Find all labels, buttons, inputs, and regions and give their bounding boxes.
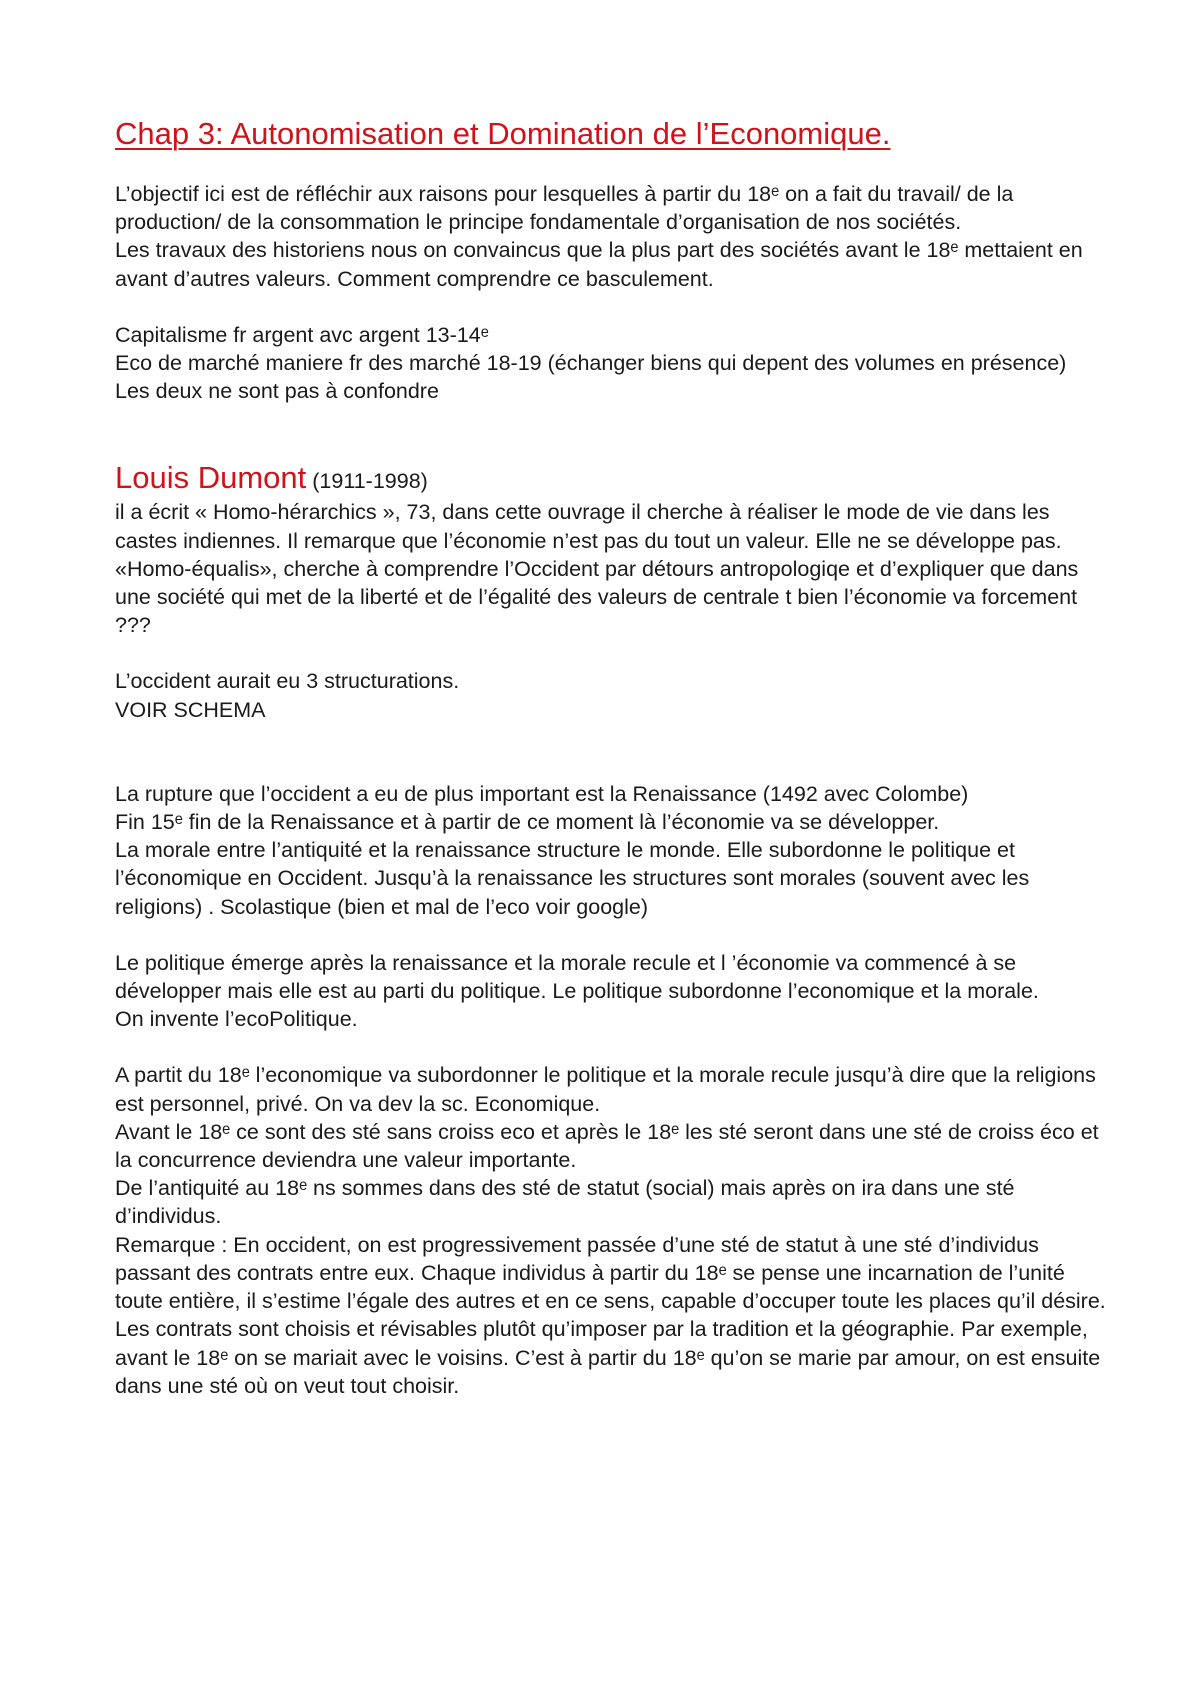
eighteenth-paragraph: A partit du 18ᵉ l’economique va subordonner le politique et la morale recule jusqu’à dire que la religions est personnel, privé. On va dev la sc. Economique. <box>115 1063 1096 1116</box>
renaissance-paragraph: La rupture que l’occident a eu de plus important est la Renaissance (1492 avec Colombe) <box>115 781 969 806</box>
definition-line: Eco de marché maniere fr des marché 18-19 (échanger biens qui depent des volumes en présence) <box>115 351 1067 376</box>
document-body <box>115 180 1110 1400</box>
definition-line: Les deux ne sont pas à confondre <box>115 379 439 404</box>
structurations-line: L’occident aurait eu 3 structurations. <box>115 669 460 694</box>
renaissance-paragraph: Fin 15ᵉ fin de la Renaissance et à partir de ce moment là l’économie va se développer. <box>115 810 940 835</box>
dumont-paragraph: «Homo-équalis», cherche à comprendre l’Occident par détours antropologiqe et d’expliquer que dans une société qui met de la liberté et de l’égalité des valeurs de centrale t bien l’économie va forcement ??? <box>115 556 1079 638</box>
definition-line: Capitalisme fr argent avc argent 13-14ᵉ <box>115 322 489 347</box>
eighteenth-paragraph: Les contrats sont choisis et révisables plutôt qu’imposer par la tradition et la géographie. Par exemple, avant le 18ᵉ on se mariait avec le voisins. C’est à partir du 18ᵉ qu’on se marie par amour, on est ensuite dans une sté où on veut tout choisir. <box>115 1317 1101 1398</box>
politique-paragraph: On invente l’ecoPolitique. <box>115 1007 358 1032</box>
eighteenth-paragraph: Avant le 18ᵉ ce sont des sté sans croiss eco et après le 18ᵉ les sté seront dans une sté de croiss éco et la concurrence deviendra une valeur importante. <box>115 1119 1099 1173</box>
chapter-title: Chap 3: Autonomisation et Domination de l’Economique. <box>115 116 891 151</box>
schema-note: VOIR SCHEMA <box>115 697 266 722</box>
intro-paragraph: L’objectif ici est de réfléchir aux raisons pour lesquelles à partir du 18ᵉ on a fait du travail/ de la production/ de la consommation le principe fondamentale d’organisation de nos sociétés. <box>115 182 1014 235</box>
author-name: Louis Dumont <box>115 460 307 496</box>
eighteenth-paragraph: De l’antiquité au 18ᵉ ns sommes dans des sté de statut (social) mais après on ira dans une sté d’individus. <box>115 1176 1015 1229</box>
politique-paragraph: Le politique émerge après la renaissance et la morale recule et l ’économie va commencé à se développer mais elle est au parti du politique. Le politique subordonne l’economique et la morale. <box>115 950 1039 1004</box>
eighteenth-paragraph: Remarque : En occident, on est progressivement passée d’une sté de statut à une sté d’individus passant des contrats entre eux. Chaque individus à partir du 18ᵉ se pense une incarnation de l’unité toute entière, il s’estime l’égale des autres et en ce sens, capable d’occuper toute les places qu’il désire. <box>115 1232 1106 1314</box>
intro-paragraph: Les travaux des historiens nous on convaincus que la plus part des sociétés avant le 18ᵉ mettaient en avant d’autres valeurs. Comment comprendre ce basculement. <box>115 238 1083 291</box>
dumont-paragraph: il a écrit « Homo-hérarchics », 73, dans cette ouvrage il cherche à réaliser le mode de vie dans les castes indiennes. Il remarque que l’économie n’est pas du tout un valeur. Elle ne se développe pas. <box>115 500 1062 553</box>
renaissance-paragraph: La morale entre l’antiquité et la renaissance structure le monde. Elle subordonne le politique et l’économique en Occident. Jusqu’à la renaissance les structures sont morales (souvent avec les religions) . Scolastique (bien et mal de l’eco voir google) <box>115 838 1030 919</box>
author-heading <box>115 461 1110 498</box>
author-dates: (1911-1998) <box>312 469 428 494</box>
